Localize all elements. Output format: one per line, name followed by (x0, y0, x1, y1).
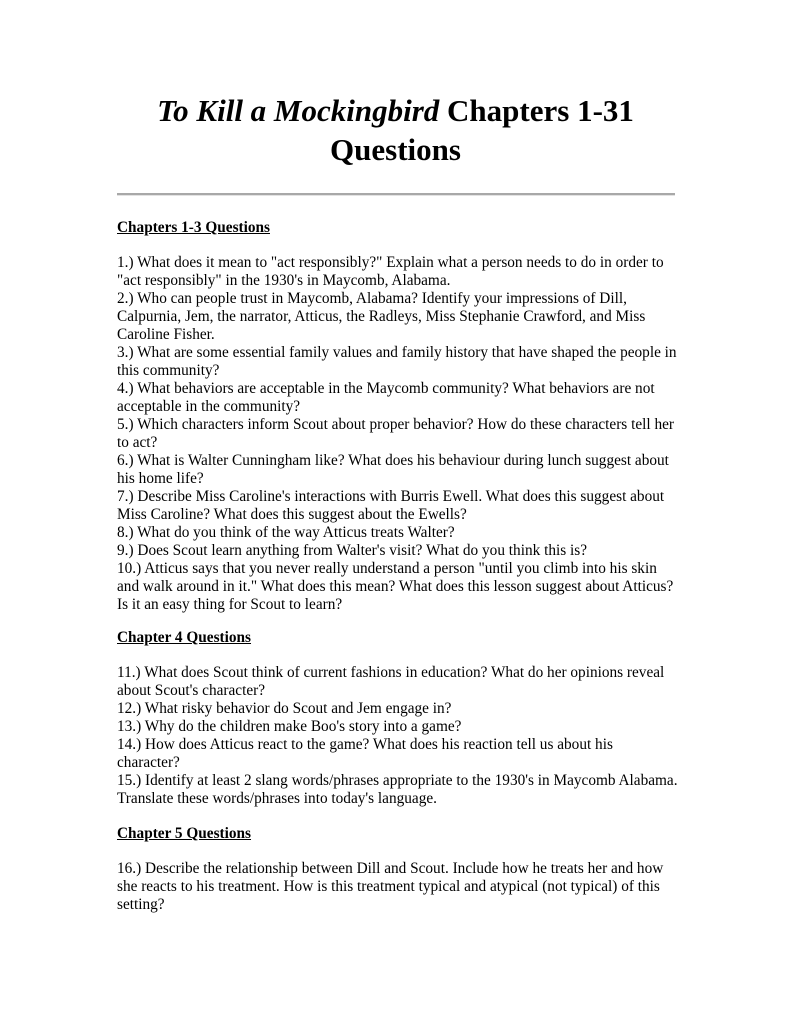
question-item: 8.) What do you think of the way Atticus treats Walter? (117, 524, 455, 541)
question-list (117, 254, 679, 614)
question-list (117, 664, 679, 808)
section-chapter-5 (117, 825, 679, 914)
section-heading: Chapter 4 Questions (117, 629, 252, 646)
question-item: 11.) What does Scout think of current fashions in education? What do her opinions reveal about Scout's character? (117, 664, 665, 699)
question-item: 12.) What risky behavior do Scout and Jem engage in? (117, 700, 452, 717)
question-list (117, 860, 679, 914)
question-item: 3.) What are some essential family values and family history that have shaped the people in this community? (117, 344, 677, 379)
section-chapters-1-3 (117, 219, 679, 614)
question-item: 15.) Identify at least 2 slang words/phrases appropriate to the 1930's in Maycomb Alabama. Translate these words/phrases into today's language. (117, 772, 678, 807)
question-item: 16.) Describe the relationship between Dill and Scout. Include how he treats her and how she reacts to his treatment. How is this treatment typical and atypical (not typical) of this setting? (117, 860, 664, 913)
question-item: 10.) Atticus says that you never really understand a person "until you climb into his skin and walk around in it." What does this mean? What does this lesson suggest about Atticus? Is it an easy thing for Scout to learn? (117, 560, 674, 613)
question-item: 14.) How does Atticus react to the game? What does his reaction tell us about his character? (117, 736, 613, 771)
title-rest: Chapters 1-31 Questions (330, 93, 634, 167)
question-item: 9.) Does Scout learn anything from Walter's visit? What do you think this is? (117, 542, 587, 559)
horizontal-rule (117, 193, 675, 196)
question-item: 4.) What behaviors are acceptable in the Maycomb community? What behaviors are not acceptable in the community? (117, 380, 655, 415)
book-title: To Kill a Mockingbird (157, 93, 440, 128)
section-chapter-4 (117, 629, 679, 808)
page-title (100, 91, 691, 169)
question-item: 7.) Describe Miss Caroline's interactions with Burris Ewell. What does this suggest about Miss Caroline? What does this suggest about the Ewells? (117, 488, 665, 523)
question-item: 1.) What does it mean to "act responsibly?" Explain what a person needs to do in order to "act responsibly" in the 1930's in Maycomb, Alabama. (117, 254, 664, 289)
question-item: 5.) Which characters inform Scout about proper behavior? How do these characters tell her to act? (117, 416, 674, 451)
question-item: 2.) Who can people trust in Maycomb, Alabama? Identify your impressions of Dill, Calpurnia, Jem, the narrator, Atticus, the Radleys, Miss Stephanie Crawford, and Miss Caroline Fisher. (117, 290, 646, 343)
question-item: 13.) Why do the children make Boo's story into a game? (117, 718, 462, 735)
section-heading: Chapters 1-3 Questions (117, 219, 270, 236)
question-item: 6.) What is Walter Cunningham like? What does his behaviour during lunch suggest about his home life? (117, 452, 669, 487)
section-heading: Chapter 5 Questions (117, 825, 252, 842)
